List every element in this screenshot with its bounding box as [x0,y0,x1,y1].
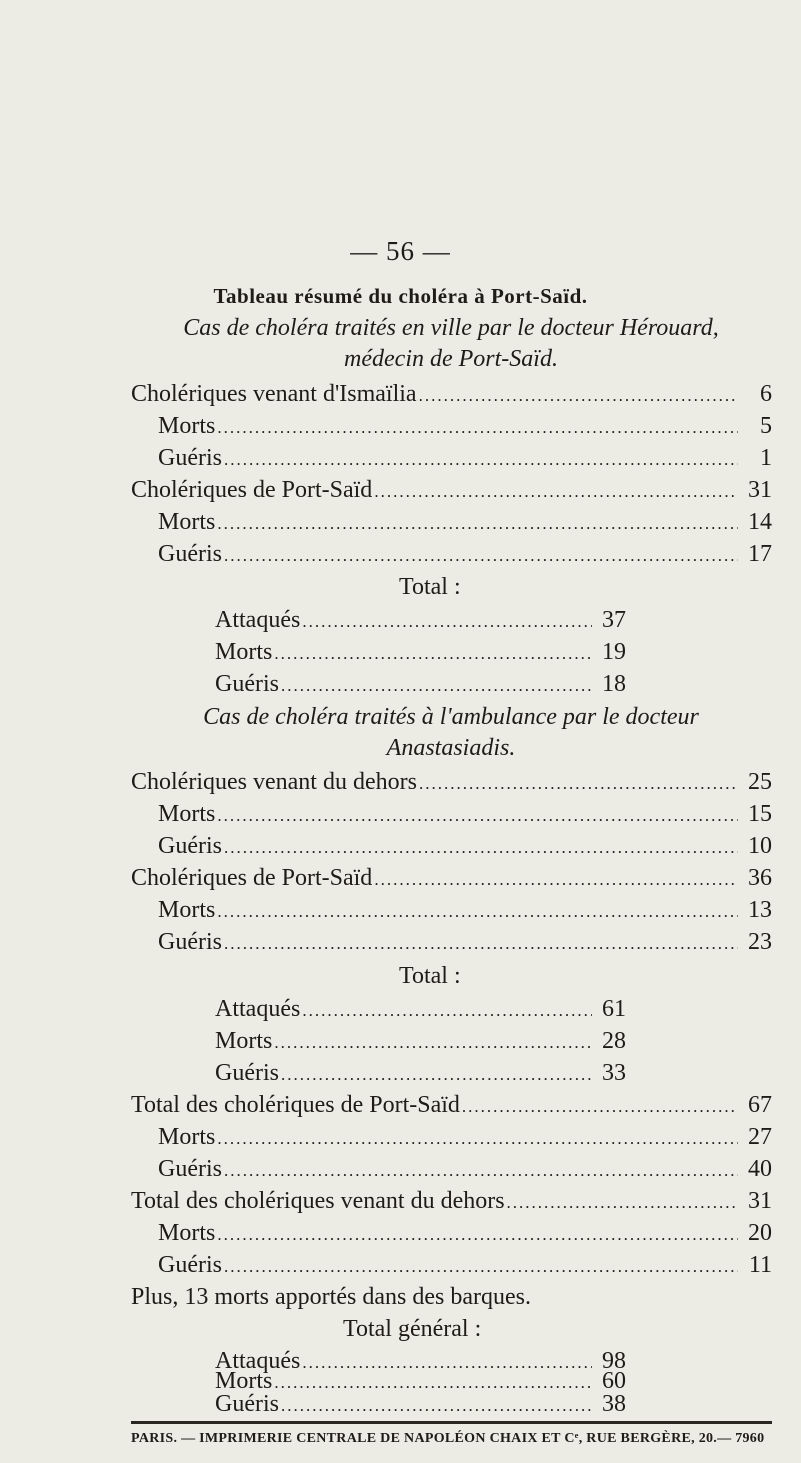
row-label: Guéris [158,445,222,471]
section3-row [158,1249,772,1281]
dot-leader [274,638,592,668]
row-value: 98 [602,1348,626,1374]
grand-total-heading: Total général : [343,1316,482,1342]
section2-subtitle-line1: Cas de choléra traités à l'ambulance par le docteur [203,704,699,730]
section3-row [131,1185,772,1217]
section2-row [158,798,772,830]
row-label: Guéris [215,1060,279,1086]
dot-leader [224,832,738,862]
section2-row [131,766,772,798]
row-label: Guéris [158,1252,222,1278]
row-label: Cholériques venant du dehors [131,769,417,795]
row-value: 61 [602,996,626,1022]
dot-leader [281,1390,592,1420]
row-label: Total des cholériques venant du dehors [131,1188,505,1214]
dot-leader [224,540,738,570]
dot-leader [217,412,738,442]
section3-row [158,1217,772,1249]
row-value: 31 [748,1188,772,1214]
row-label: Attaqués [215,996,301,1022]
row-label: Morts [215,639,273,665]
row-label: Morts [158,801,216,827]
row-label: Guéris [215,671,279,697]
section2-total-heading: Total : [399,963,461,989]
row-value: 28 [602,1028,626,1054]
row-label: Cholériques venant d'Ismaïlia [131,381,417,407]
dot-leader [281,670,592,700]
section1-row [158,442,772,474]
row-label: Attaqués [215,1348,301,1374]
row-value: 10 [748,833,772,859]
row-value: 33 [602,1060,626,1086]
section2-total-row [215,1057,626,1089]
row-value: 60 [602,1368,626,1394]
dot-leader [224,928,738,958]
section2-row [158,830,772,862]
dot-leader [302,606,592,636]
row-value: 18 [602,671,626,697]
row-value: 6 [760,381,772,407]
dot-leader [217,800,738,830]
row-label: Morts [158,509,216,535]
row-label: Guéris [215,1391,279,1417]
row-label: Morts [158,1220,216,1246]
dot-leader [217,1123,738,1153]
dot-leader [224,444,738,474]
section2-row [131,862,772,894]
dot-leader [462,1091,738,1121]
dot-leader [224,1251,738,1281]
section1-row [158,538,772,570]
row-value: 17 [748,541,772,567]
row-label: Attaqués [215,607,301,633]
section3-row [158,1121,772,1153]
section2-total-row [215,993,626,1025]
row-value: 15 [748,801,772,827]
row-value: 1 [760,445,772,471]
row-value: 25 [748,769,772,795]
section2-row [158,926,772,958]
row-value: 38 [602,1391,626,1417]
section1-row [158,410,772,442]
row-value: 67 [748,1092,772,1118]
section1-subtitle-line1: Cas de choléra traités en ville par le docteur Hérouard, [183,315,719,341]
section1-total-heading: Total : [399,574,461,600]
dot-leader [217,896,738,926]
row-label: Morts [215,1368,273,1394]
row-label: Morts [158,897,216,923]
dot-leader [281,1059,592,1089]
row-value: 36 [748,865,772,891]
row-label: Morts [158,1124,216,1150]
section3-row [131,1089,772,1121]
section3-row [158,1153,772,1185]
printer-footer: PARIS. — IMPRIMERIE CENTRALE DE NAPOLÉON CHAIX ET Cᵉ, RUE BERGÈRE, 20.— 7960 [131,1431,765,1446]
section2-row [158,894,772,926]
dot-leader [217,1219,738,1249]
row-label: Guéris [158,929,222,955]
section1-row [158,506,772,538]
dot-leader [217,508,738,538]
row-value: 13 [748,897,772,923]
row-label: Morts [215,1028,273,1054]
row-label: Total des cholériques de Port-Saïd [131,1092,460,1118]
section1-total-row [215,604,626,636]
dot-leader [507,1187,738,1217]
row-value: 14 [748,509,772,535]
row-value: 27 [748,1124,772,1150]
section1-total-row [215,636,626,668]
row-label: Guéris [158,833,222,859]
row-label: Cholériques de Port-Saïd [131,865,373,891]
row-label: Morts [158,413,216,439]
row-value: 40 [748,1156,772,1182]
row-value: 5 [760,413,772,439]
section2-total-row [215,1025,626,1057]
section2-subtitle-line2: Anastasiadis. [386,735,516,761]
dot-leader [419,380,738,410]
section1-total-row [215,668,626,700]
section1-row [131,474,772,506]
row-label: Guéris [158,1156,222,1182]
row-value: 11 [748,1252,772,1278]
row-value: 31 [748,477,772,503]
section1-subtitle-line2: médecin de Port-Saïd. [344,346,558,372]
barques-note: Plus, 13 morts apportés dans des barques. [131,1284,531,1310]
section1-row [131,378,772,410]
dot-leader [224,1155,738,1185]
page-number: — 56 — [350,236,451,266]
row-label: Guéris [158,541,222,567]
dot-leader [419,768,738,798]
dot-leader [274,1027,592,1057]
row-value: 20 [748,1220,772,1246]
grand-total-row [215,1388,626,1420]
dot-leader [374,476,738,506]
footer-rule [131,1421,772,1424]
row-value: 23 [748,929,772,955]
document-title: Tableau résumé du choléra à Port-Saïd. [213,284,588,308]
row-label: Cholériques de Port-Saïd [131,477,373,503]
dot-leader [374,864,738,894]
row-value: 37 [602,607,626,633]
dot-leader [302,995,592,1025]
row-value: 19 [602,639,626,665]
